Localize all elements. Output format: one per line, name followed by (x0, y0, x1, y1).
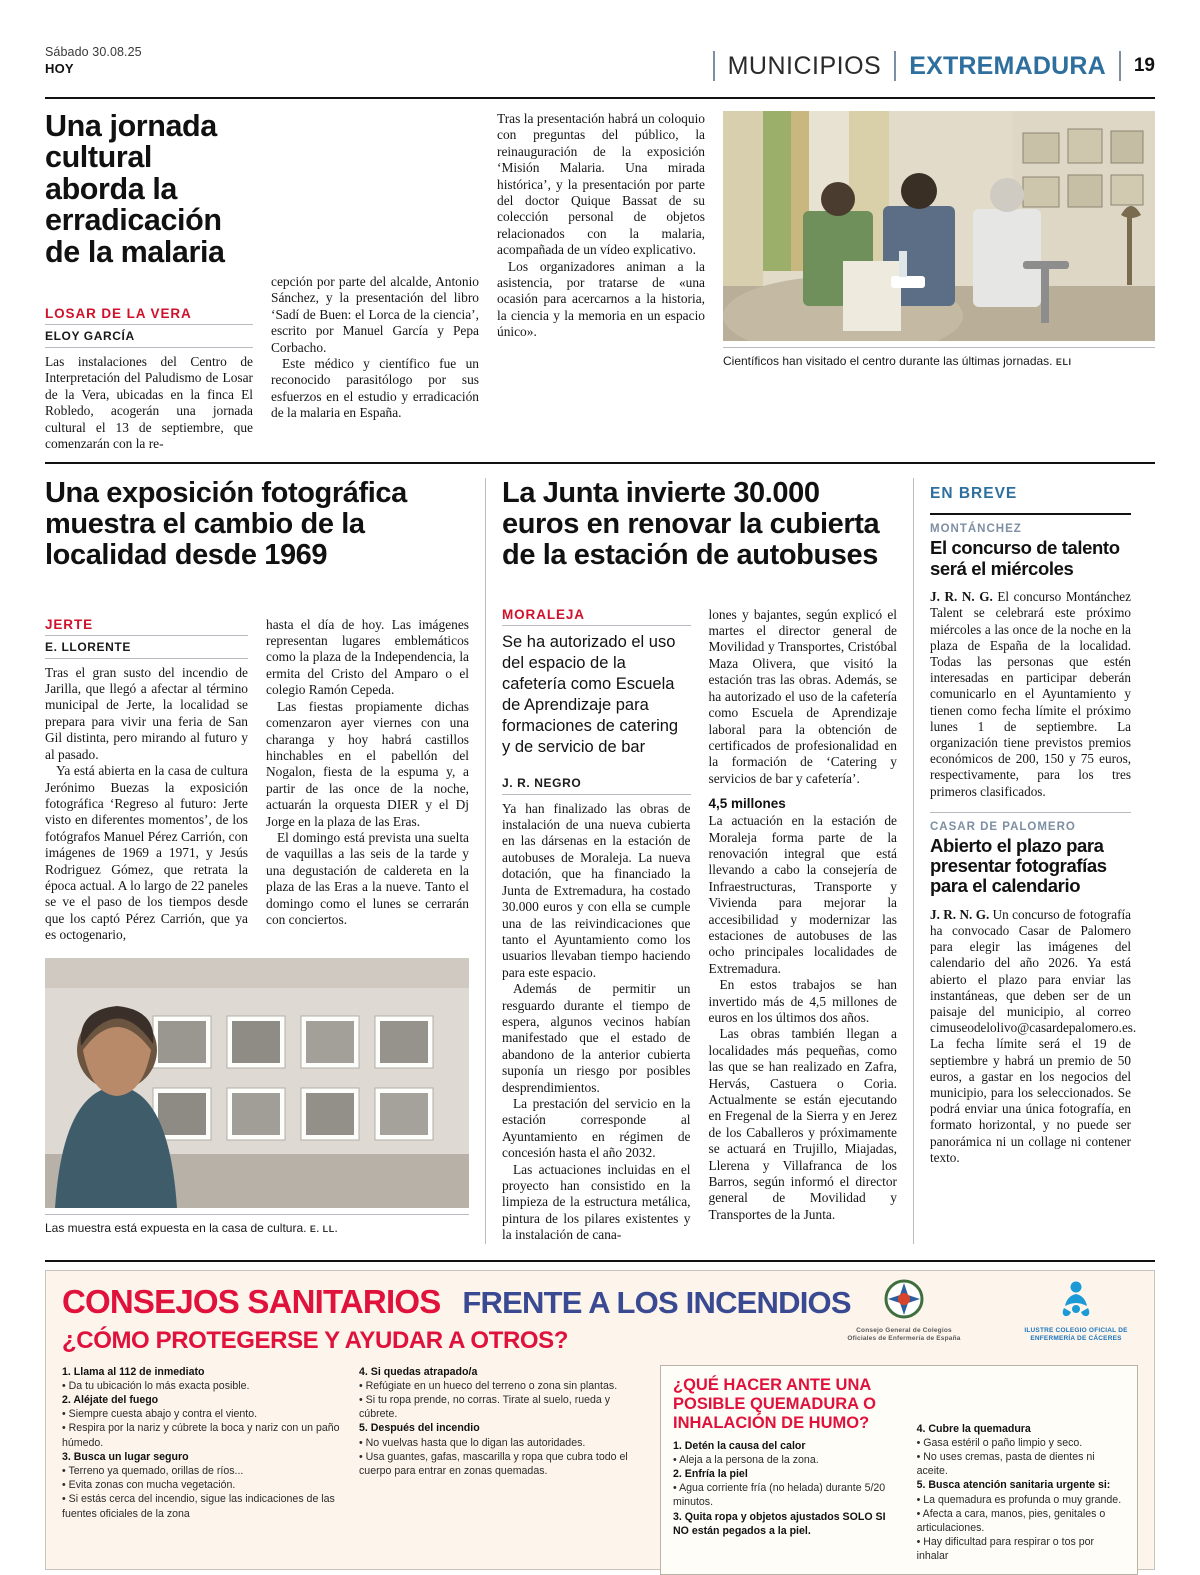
advert-col-1 (62, 1365, 345, 1575)
jerte-photo (45, 958, 469, 1208)
page-number: 19 (1133, 55, 1155, 76)
masthead (45, 45, 1155, 91)
jerte-columns (45, 617, 469, 944)
top-story-col-2 (271, 111, 479, 452)
advert-item: • Aleja a la persona de la zona. (673, 1453, 819, 1466)
paragraph (930, 906, 1137, 1166)
top-story-caption (723, 348, 1155, 368)
advert-item: • Refúgiate en un hueco del terreno o zona sin plantas. (359, 1379, 618, 1392)
jerte-kicker: JERTE (45, 617, 248, 636)
advert-item: • No vuelvas hasta que lo digan las autoridades. (359, 1436, 586, 1449)
region-name: EXTREMADURA (909, 51, 1106, 80)
health-advice-advert (45, 1270, 1155, 1570)
paragraph: hasta el día de hoy. Las imágenes representan lugares emblemáticos como la plaza de la Independencia, la ermita del Cristo del Amparo o el colegio Ramón Cepeda. (266, 616, 469, 698)
moraleja-byline: J. R. NEGRO (502, 772, 691, 795)
masthead-left (45, 45, 142, 77)
advert-item: • Da tu ubicación lo más exacta posible. (62, 1379, 250, 1392)
advert-title-red: CONSEJOS SANITARIOS (62, 1282, 441, 1320)
advert-item: • Si tu ropa prende, no corras. Tirate al suelo, rueda y cúbrete. (359, 1394, 611, 1421)
advert-logos (844, 1279, 1136, 1344)
advert-item: 5. Después del incendio (359, 1422, 480, 1435)
en-breve-section (913, 478, 1137, 1243)
paragraph: Este médico y científico fue un reconocido parasitólogo por sus esfuerzos en el estudio y erradicación de la malaria en España. (271, 356, 479, 421)
moraleja-body-col2b (709, 813, 898, 1223)
advert-item: • Si estás cerca del incendio, sigue las indicaciones de las fuentes oficiales de la zona (62, 1493, 335, 1520)
brief-item[interactable] (930, 820, 1137, 1166)
advert-item: • Agua corriente fría (no helada) durante 5/20 minutos. (673, 1482, 886, 1509)
advert-item: 2. Enfría la piel (673, 1467, 748, 1480)
paragraph: El domingo está prevista una suelta de vaquillas a las seis de la tarde y una degustación de caldereta en la plaza de las Eras a la nueve. Tanto el domingo como el lunes se cerrarán con conciertos. (266, 829, 469, 927)
advert-item: 5. Busca atención sanitaria urgente si: (916, 1479, 1111, 1492)
second-band (45, 478, 1155, 1243)
jerte-body-col2 (266, 617, 469, 929)
top-story-col-1 (45, 111, 253, 452)
advert-item: • Siempre cuesta abajo y contra el viento. (62, 1408, 258, 1421)
publication-date: Sábado 30.08.25 (45, 45, 142, 59)
paragraph: Tras el gran susto del incendio de Jarilla, que llegó a afectar al término municipal de Jerte, la localidad se prepara para vivir una feria de San Gil distinta, pero mirando al futuro y al pasado. (45, 664, 248, 762)
advert-logo-1-caption: Consejo General de Colegios Oficiales de Enfermería de España (847, 1326, 961, 1343)
masthead-rule (45, 97, 1155, 99)
advert-item: 2. Aléjate del fuego (62, 1394, 159, 1407)
caption-text: Científicos han visitado el centro durante las últimas jornadas. (723, 354, 1053, 368)
top-story-photo-col (723, 111, 1155, 452)
paragraph: Las obras también llegan a localidades más pequeñas, como las que se han realizado en Zafra, Hervás, Castuera o Coria. Actualmente se están ejecutando en Fregenal de la Sierra y en Jerez de los Caballeros y próximamente se actuará en Trujillo, Miajadas, Llerena y Villafranca de los Barros, según informó el director general de Movilidad y Transportes de la Junta. (708, 1026, 897, 1222)
advert-item: 4. Cubre la quemadura (916, 1422, 1031, 1435)
advert-title-blue: FRENTE A LOS INCENDIOS (462, 1284, 851, 1320)
moraleja-col-1 (502, 607, 691, 1244)
top-story-col-3 (497, 111, 705, 452)
top-story-headline: Una jornada cultural aborda la erradicación de la malaria (45, 109, 225, 269)
en-breve-title: EN BREVE (930, 485, 1018, 503)
masthead-divider-2 (894, 51, 896, 81)
paragraph: Tras la presentación habrá un coloquio con preguntas del público, la reinauguración de la exposición ‘Misión Malaria. Una mirada histórica’, y la presentación por parte del doctor Quique Bassat de su colección personal de objetos relacionados con la malaria, acompañada de un vídeo explicativo. (497, 111, 705, 258)
advert-item: • No uses cremas, pasta de dientes ni aceite. (916, 1451, 1095, 1478)
moraleja-col-2 (709, 607, 898, 1244)
consejo-general-enfermeria-logo-icon (884, 1279, 924, 1319)
paragraph: Ya han finalizado las obras de instalación de una nueva cubierta en las dársenas en la estación de autobuses de Moraleja. La nueva dotación, que ha financiado la Junta de Extremadura, ha costado 30.000 euros y con ella se cumple una de las reivindicaciones que tanto el Ayuntamiento como los usuarios llevaban tiempo haciendo para este espacio. (502, 800, 691, 980)
advert-panel-col-1 (673, 1376, 903, 1564)
top-story-body-col3 (497, 111, 705, 341)
colegio-enfermeria-caceres-logo-icon (1056, 1279, 1096, 1319)
brief-headline: El concurso de talento será el miércoles (930, 537, 1120, 579)
advert-item: 1. Llama al 112 de inmediato (62, 1365, 205, 1378)
brief-body (930, 906, 1137, 1166)
jerte-byline: E. LLORENTE (45, 636, 248, 659)
photo-credit: ELI (1055, 357, 1072, 367)
photo-credit: E. LL. (309, 1223, 338, 1234)
paragraph: La prestación del servicio en la estación corresponde al Ayuntamiento en régimen de concesión hasta el año 2032. (502, 1095, 691, 1161)
moraleja-columns (502, 607, 897, 1244)
moraleja-body-col1 (502, 801, 691, 1244)
story-moraleja (485, 478, 913, 1243)
advert-columns (62, 1365, 1138, 1575)
brief-signature: J. R. N. G. (930, 589, 993, 605)
photo-artwork (723, 111, 1155, 341)
paragraph: Las instalaciones del Centro de Interpretación del Paludismo de Losar de la Vera, ubicadas en la finca El Robledo, acogerán una jornada cultural el 13 de septiembre, que comenzarán con la re- (45, 354, 253, 452)
advert-item: • La quemadura es profunda o muy grande. (916, 1493, 1122, 1506)
advert-panel-col-2 (917, 1376, 1125, 1564)
paragraph: En estos trabajos se han invertido más de 4,5 millones de euros en los últimos dos años. (708, 977, 897, 1026)
advert-item: • Gasa estéril o paño limpio y seco. (916, 1436, 1083, 1449)
story-jerte (45, 478, 485, 1243)
top-story-body-col2 (271, 274, 479, 422)
advert-panel-columns (673, 1376, 1125, 1564)
top-story-photo (723, 111, 1155, 341)
advert-item: • Usa guantes, gafas, mascarilla y ropa que cubra todo el cuerpo para entrar en zonas quemadas. (359, 1450, 628, 1478)
jerte-headline: Una exposición fotográfica muestra el cambio de la localidad desde 1969 (45, 477, 407, 571)
brief-text: Un concurso de fotografía ha convocado Casar de Palomero para elegir las imágenes del calendario del año 2026. Ya está abierto el plazo para enviar las instantáneas, que deben ser de un paisaje del municipio, al correo cimuseodelolivo@casardepalomero.es. La fecha límite será el 19 de septiembre y habrá un premio de 50 euros, a gastar en los negocios del municipio, para los seleccionados. Se podrá enviar una única fotografía, en formato horizontal, y no puede ser panorámica ni un collage ni contener texto. (930, 906, 1137, 1165)
brief-body (930, 589, 1131, 800)
moraleja-lead: Se ha autorizado el uso del espacio de la cafetería como Escuela de Aprendizaje para formaciones de catering y de servicio de bar (502, 632, 679, 756)
advert-item: 1. Detén la causa del calor (673, 1439, 806, 1452)
advert-item: 4. Si quedas atrapado/a (359, 1365, 478, 1378)
paragraph (930, 589, 1131, 800)
caption-text: Las muestra está expuesta en la casa de cultura. (45, 1220, 307, 1235)
advert-logo-2-caption: ILUSTRE COLEGIO OFICIAL DE ENFERMERÍA DE CÁCERES (1024, 1326, 1128, 1343)
jerte-body-col1 (45, 665, 248, 944)
jerte-caption (45, 1215, 469, 1235)
top-story-byline: ELOY GARCÍA (45, 325, 253, 348)
advertisement-wrapper (45, 1260, 1155, 1570)
advert-subtitle: ¿CÓMO PROTEGERSE Y AYUDAR A OTROS? (62, 1326, 569, 1354)
advert-item: • Terreno ya quemado, orillas de ríos... (62, 1465, 244, 1478)
jerte-photo-artwork (45, 958, 469, 1208)
section-name: MUNICIPIOS (727, 51, 882, 80)
moraleja-subhead: 4,5 millones (708, 796, 786, 812)
advert-burn-panel (660, 1365, 1138, 1575)
brief-text: El concurso Montánchez Talent se celebrará este próximo miércoles a las once de la noche en la plaza de España de la localidad. Todas las personas que estén interesadas en participar deberán comunicarlo en el Ayuntamiento y tienen como fecha límite el próximo lunes 1 de septiembre. La organización tiene previstos premios económicos de 200, 150 y 75 euros, respectivamente, para los tres primeros clasificados. (930, 589, 1132, 799)
advert-logo-1 (844, 1279, 964, 1344)
top-story (45, 111, 1155, 452)
paragraph: cepción por parte del alcalde, Antonio Sánchez, y la presentación del libro ‘Sadí de Buen: el Lorca de la ciencia’, escrito por Manuel García y Pepa Corbacho. (271, 274, 479, 355)
paper-name: HOY (45, 60, 74, 76)
paragraph: Además de permitir un resguardo durante el tiempo de espera, algunos vecinos habían manifestado que el estado de abandono de la anterior cubierta suponía un riesgo por posibles desprendimientos. (502, 981, 691, 1095)
advert-col-2 (359, 1365, 642, 1575)
jerte-col-1 (45, 617, 248, 944)
brief-kicker: CASAR DE PALOMERO (930, 820, 1076, 833)
advert-logo-2 (1016, 1279, 1136, 1344)
top-story-body-col1 (45, 354, 253, 452)
advert-item: • Evita zonas con mucha vegetación. (62, 1479, 236, 1492)
paragraph: Las actuaciones incluidas en el proyecto han consistido en la limpieza de la estructura metálica, pintura de los pilares existentes y la instalación de cana- (502, 1161, 691, 1243)
advert-item: • Afecta a cara, manos, pies, genitales o articulaciones. (916, 1507, 1106, 1535)
paragraph: La actuación en la estación de Moraleja forma parte de la renovación integral que está llevando a cabo la consejería de Infraestructuras, Transporte y Vivienda para mejorar la accesibilidad y modernizar las estaciones de autobuses de las ocho principales localidades de Extremadura. (708, 813, 897, 976)
brief-kicker: MONTÁNCHEZ (930, 523, 1022, 536)
advert-item: 3. Quita ropa y objetos ajustados SOLO SI NO están pegados a la piel. (673, 1510, 886, 1537)
moraleja-headline: La Junta invierte 30.000 euros en renovar la cubierta de la estación de autobuses (502, 477, 880, 571)
advert-item: • Respira por la nariz y cúbrete la boca y nariz con un paño húmedo. (62, 1422, 340, 1449)
brief-headline: Abierto el plazo para presentar fotografías para el calendario (930, 834, 1107, 897)
brief-signature: J. R. N. G. (930, 906, 990, 922)
advert-item: 3. Busca un lugar seguro (62, 1450, 189, 1463)
jerte-col-2 (266, 617, 469, 944)
advert-panel-title: ¿QUÉ HACER ANTE UNA POSIBLE QUEMADURA O INHALACIÓN DE HUMO? (673, 1375, 876, 1432)
paragraph: Los organizadores animan a la asistencia, por tratarse de «una ocasión para acercarnos a la historia, la ciencia y la memoria en un espacio único». (497, 258, 705, 340)
paragraph: lones y bajantes, según explicó el martes el director general de Movilidad y Transportes, Cristóbal Maza Olivera, que visitó la estación tras las obras. Además, se ha autorizado el uso de la cafetería como Escuela de Aprendizaje laboral para la obtención de certificados de profesionalidad en la formación de ‘Catering y servicios de bar y cafetería’. (708, 606, 897, 786)
moraleja-kicker: MORALEJA (502, 607, 691, 626)
masthead-divider-1 (713, 51, 715, 81)
top-story-kicker: LOSAR DE LA VERA (45, 306, 253, 325)
masthead-divider-3 (1119, 51, 1121, 81)
brief-item[interactable] (930, 523, 1131, 799)
masthead-right (700, 51, 1155, 81)
advert-item: • Hay dificultad para respirar o tos por inhalar (916, 1536, 1095, 1563)
moraleja-body-col2 (709, 607, 898, 787)
paragraph: Ya está abierta en la casa de cultura Jerónimo Buezas la exposición fotográfica ‘Regreso al futuro: Jerte visto en diferentes momentos’, de los fotógrafos Manuel Pérez Carrión, con imágenes de 1969 a 1971, y Jesús Rodriguez Gómez, que retrata la época actual. A lo largo de 22 paneles se ve el paso de los tiempos desde que los captó Pérez Carrión, que ya es octogenario, (45, 763, 248, 943)
paragraph: Las fiestas propiamente dichas comenzaron ayer viernes con una charanga y hoy habrá castillos hinchables en el pabellón del Nogalon, fiesta de la espuma y, a partir de las once de la noche, actuarán la orquesta DIER y el Dj Jorge en la plaza de las Eras. (266, 698, 469, 829)
